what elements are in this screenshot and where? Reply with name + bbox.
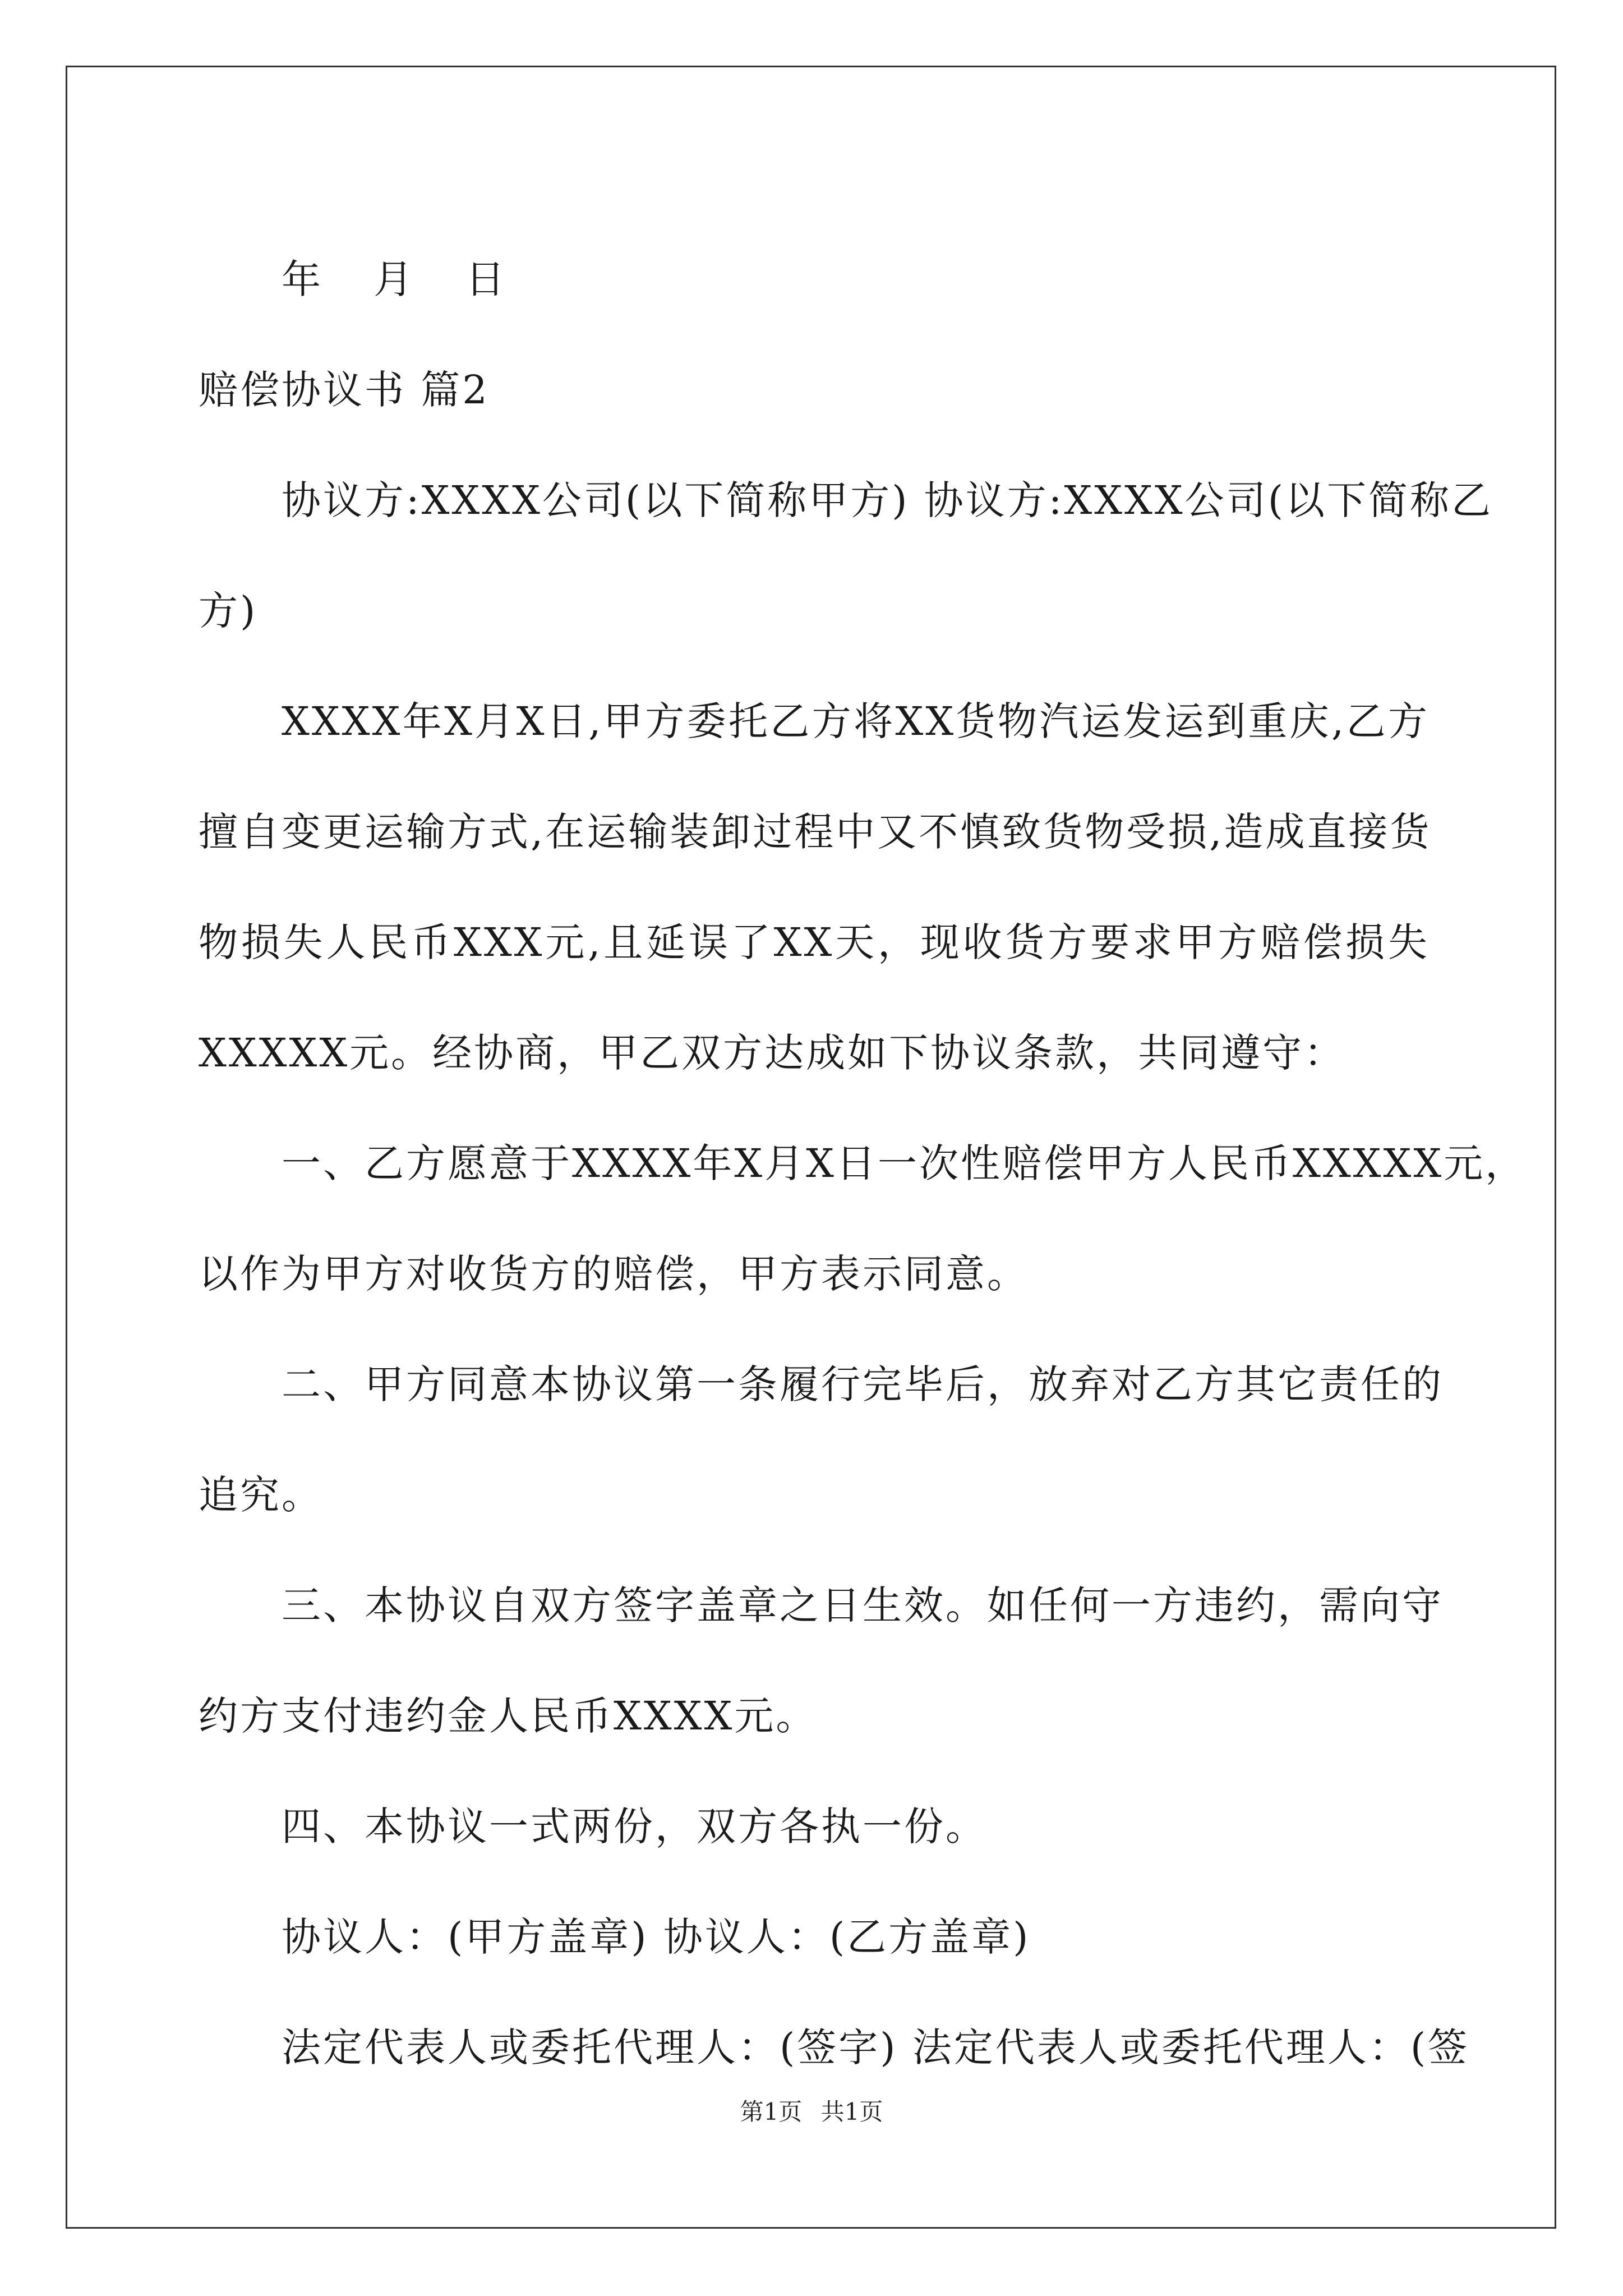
representative-line: 法定代表人或委托代理人：(签字) 法定代表人或委托代理人：(签 (282, 2024, 1470, 2070)
date-month: 月 (374, 256, 415, 302)
date-day: 日 (465, 256, 507, 302)
paragraph-line: 四、本协议一式两份，双方各执一份。 (282, 1803, 987, 1849)
paragraph-line: 以作为甲方对收货方的赔偿，甲方表示同意。 (199, 1251, 1029, 1297)
date-line (199, 224, 1430, 335)
paragraph-line: 协议方:XXXX公司(以下简称甲方) 协议方:XXXX公司(以下简称乙 (282, 477, 1493, 523)
paragraph-line: 追究。 (199, 1472, 323, 1518)
paragraph-line: XXXX年X月X日,甲方委托乙方将XX货物汽运发运到重庆,乙方 (282, 698, 1430, 744)
page-number-total: 共1页 (820, 2098, 883, 2125)
signatory-line: 协议人：(甲方盖章) 协议人：(乙方盖章) (282, 1914, 1031, 1960)
paragraph-line: 擅自变更运输方式,在运输装卸过程中又不慎致货物受损,造成直接货 (199, 809, 1432, 855)
section-heading: 赔偿协议书 篇2 (199, 367, 490, 413)
document-body (199, 224, 1527, 2103)
paragraph-line: 一、乙方愿意于XXXX年X月X日一次性赔偿甲方人民币XXXXX元， (282, 1140, 1527, 1186)
page-footer (0, 2095, 1623, 2129)
paragraph-line: XXXXX元。经协商，甲乙双方达成如下协议条款，共同遵守： (199, 1030, 1346, 1076)
paragraph-line: 约方支付违约金人民币XXXX元。 (199, 1693, 818, 1739)
paragraph-line: 物损失人民币XXX元,且延误了XX天，现收货方要求甲方赔偿损失 (199, 919, 1430, 965)
paragraph-line: 三、本协议自双方签字盖章之日生效。如任何一方违约，需向守 (282, 1582, 1444, 1628)
paragraph-line: 方) (199, 588, 258, 634)
page-number-current: 第1页 (740, 2098, 803, 2125)
date-year: 年 (282, 256, 323, 302)
paragraph-line: 二、甲方同意本协议第一条履行完毕后，放弃对乙方其它责任的 (282, 1361, 1444, 1407)
